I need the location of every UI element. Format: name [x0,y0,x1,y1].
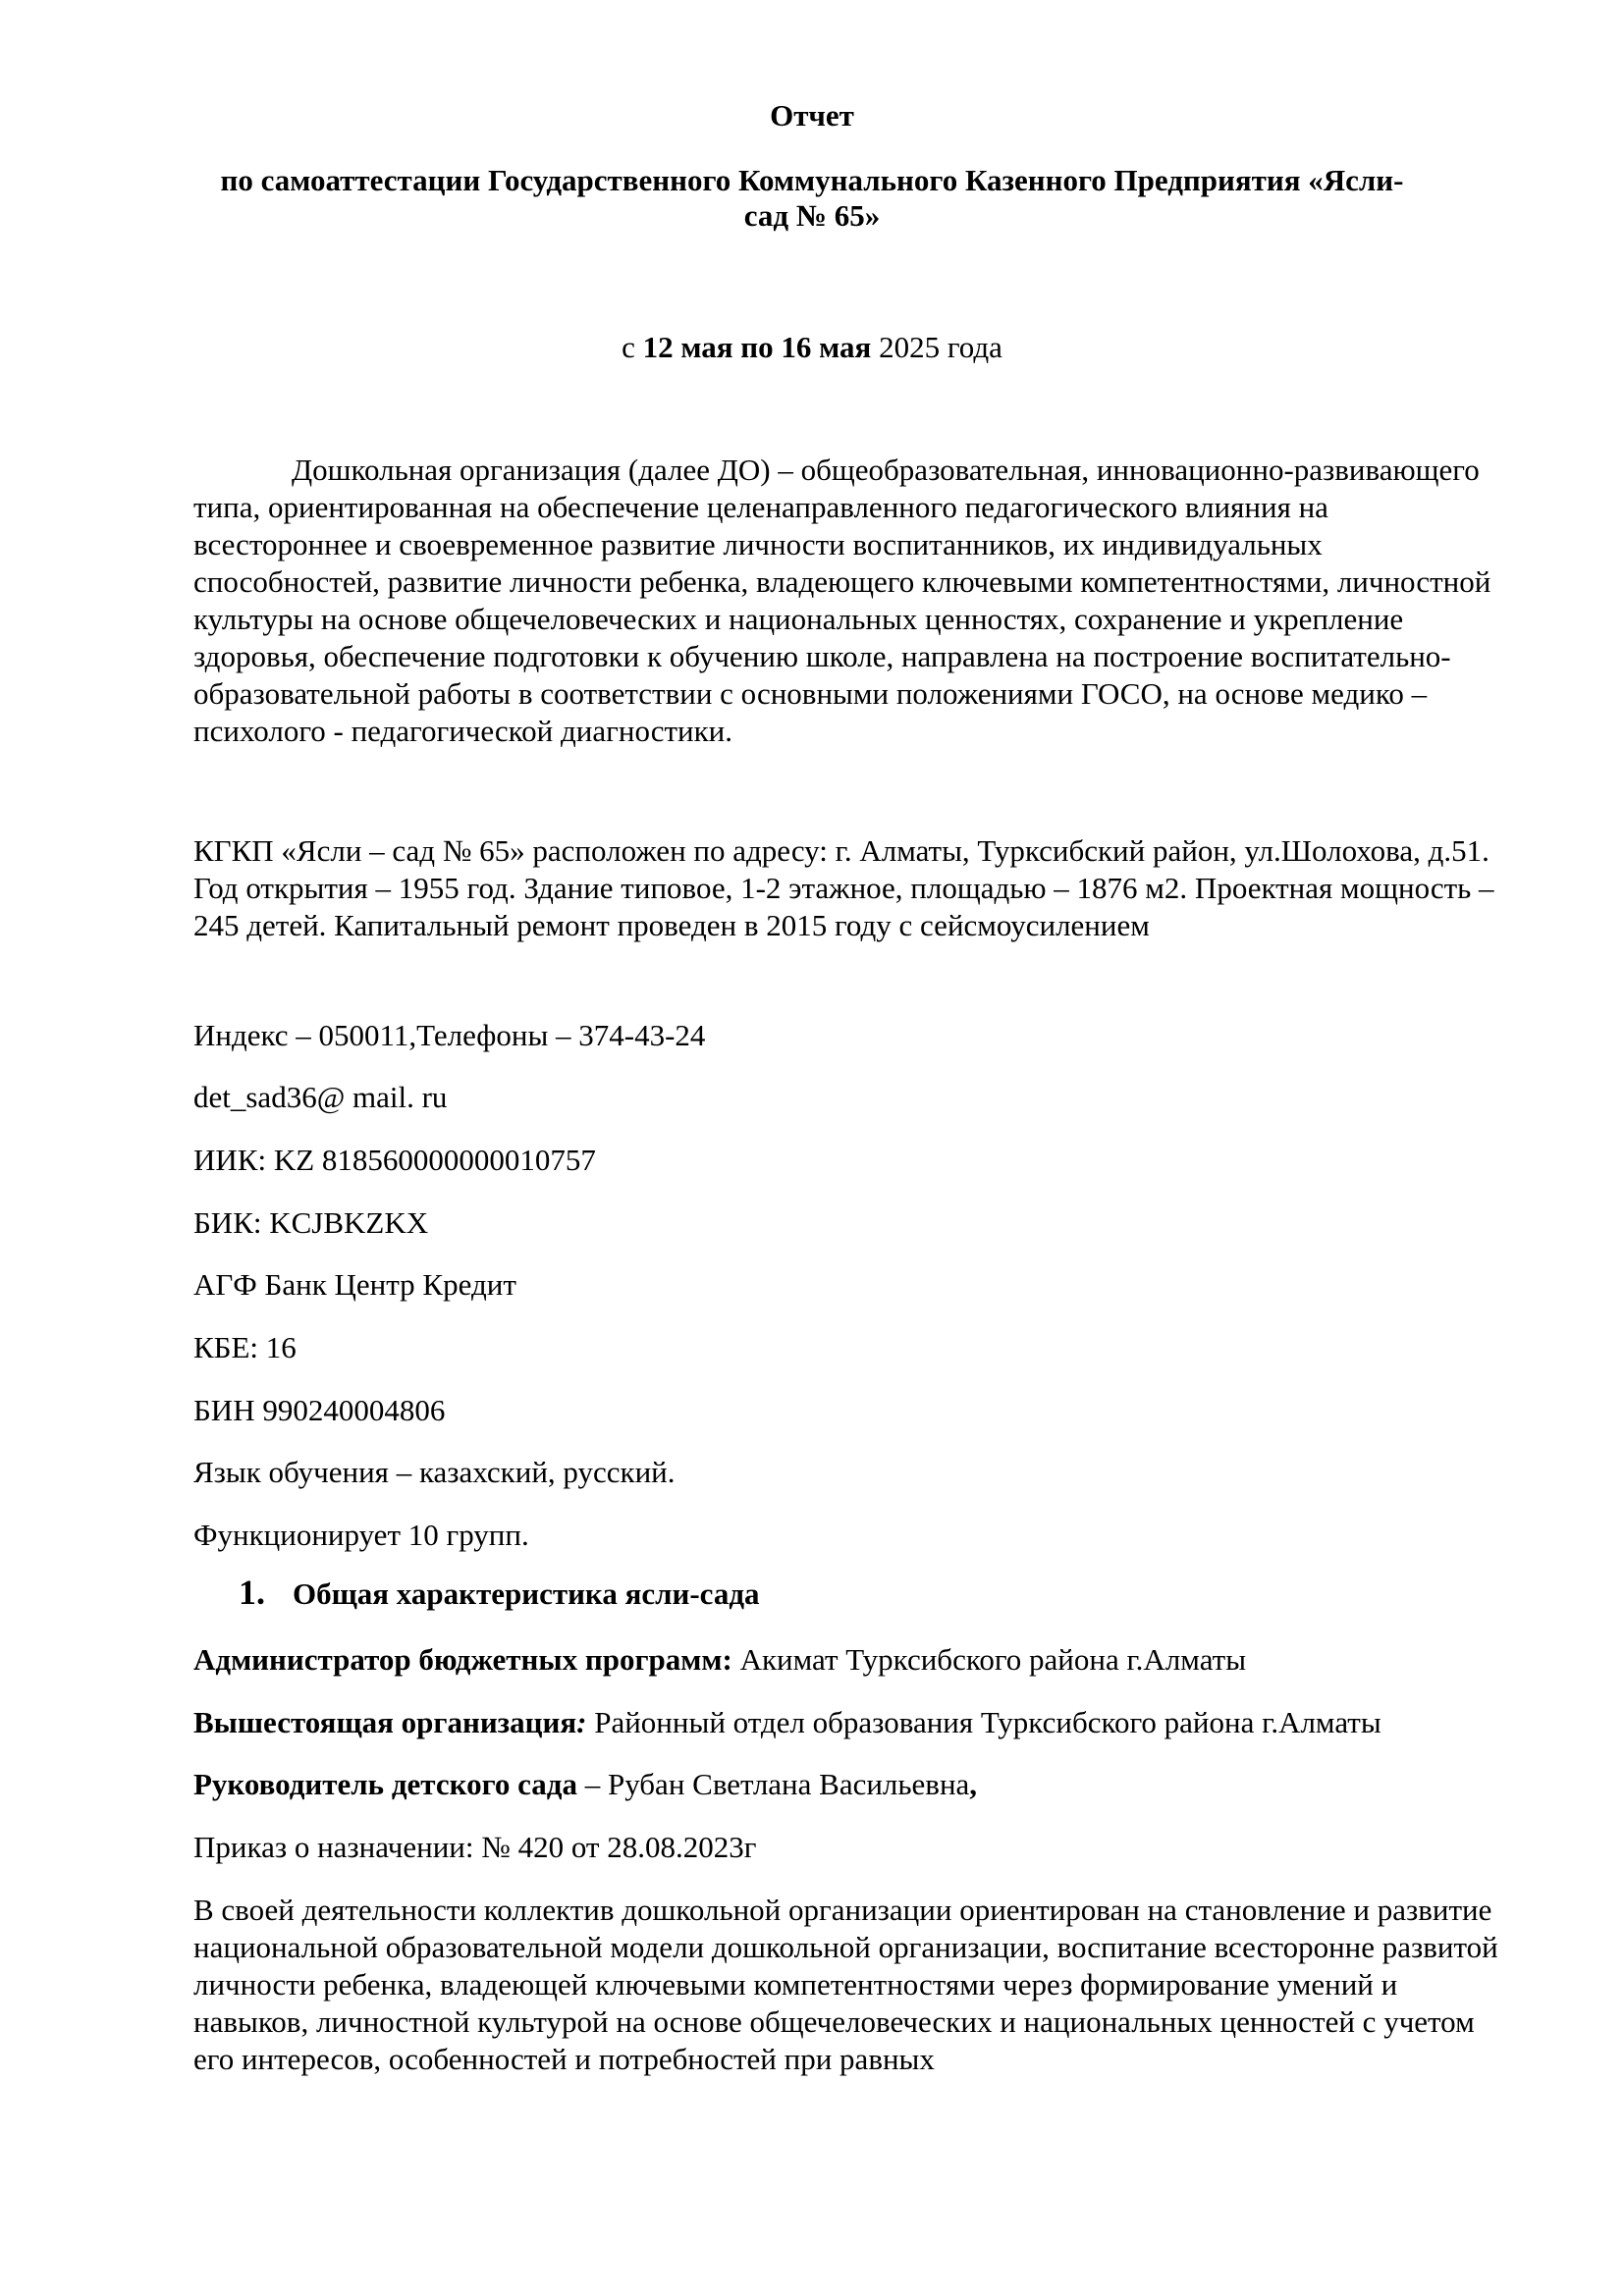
groups-count: Функционирует 10 групп. [193,1518,529,1552]
iik: ИИК: KZ 818560000000010757 [193,1143,596,1177]
parent-value: Районный отдел образования Турксибского района г.Алматы [586,1705,1381,1739]
head-label: Руководитель детского сада [193,1767,577,1801]
index-phone: Индекс – 050011,Телефоны – 374-43-24 [193,1018,706,1052]
report-dates [0,330,1624,365]
head-comma: , [969,1767,978,1801]
section-heading [239,1573,760,1614]
head-value: – Рубан Светлана Васильевна [576,1767,970,1801]
budget-administrator [193,1642,1246,1678]
appointment-order: Приказ о назначении: № 420 от 28.08.2023г [193,1830,757,1864]
bank-name: АГФ Банк Центр Кредит [193,1267,516,1302]
activity-paragraph: В своей деятельности коллектив дошкольной организации ориентирован на становление и развитие национальной образовательной модели дошкольной организации, воспитание всесторонне развитой личности ребенка, владеющей ключевыми компетентностями через формирование умений и навыков, личностной культурой на основе общечеловеческих и национальных ценностей с учетом его интересов, особенностей и потребностей при равных [193,1893,1498,2076]
parent-organization [193,1705,1381,1740]
teaching-language: Язык обучения – казахский, русский. [193,1455,676,1489]
section-title: Общая характеристика ясли-сада [293,1576,760,1611]
kindergarten-head [193,1767,977,1802]
document-title: Отчет [770,98,854,133]
dates-prefix: с [622,330,635,364]
address-paragraph: КГКП «Ясли – сад № 65» расположен по адресу: г. Алматы, Турксибский район, ул.Шолохова, д.51. Год открытия – 1955 год. Здание типовое, 1-2 этажное, площадью – 1876 м2. Проектная мощность – 245 детей. Капитальный ремонт проведен в 2015 году с сейсмоусилением [193,833,1494,942]
intro-paragraph: Дошкольная организация (далее ДО) – общеобразовательная, инновационно-развивающего типа, ориентированная на обеспечение целенаправленного педагогического влияния на всестороннее и своевременное развитие личности воспитанников, их индивидуальных способностей, развитие личности ребенка, владеющего ключевыми компетентностями, личностной культуры на основе общечеловеческих и национальных ценностях, сохранение и укрепление здоровья, обеспечение подготовки к обучению школе, направлена на построение воспитательно-образовательной работы в соответствии с основными положениями ГОСО, на основе медико – психолого - педагогической диагностики. [193,453,1491,748]
admin-label: Администратор бюджетных программ: [193,1642,732,1677]
email: det_sad36@ mail. ru [193,1080,448,1114]
bik: БИК: KCJBKZKX [193,1205,429,1240]
dates-range: 12 мая по 16 мая [642,330,872,364]
parent-label: Вышестоящая организация [193,1705,577,1739]
parent-colon: : [576,1705,587,1739]
admin-value: Акимат Турксибского района г.Алматы [731,1642,1247,1677]
document-subtitle-line2: сад № 65» [743,198,881,233]
dates-suffix: 2025 года [879,330,1002,364]
bin: БИН 990240004806 [193,1393,446,1427]
kbe: КБЕ: 16 [193,1330,297,1364]
section-number: 1. [239,1573,265,1612]
document-subtitle-line1: по самоаттестации Государственного Коммунального Казенного Предприятия «Ясли- [220,163,1404,197]
